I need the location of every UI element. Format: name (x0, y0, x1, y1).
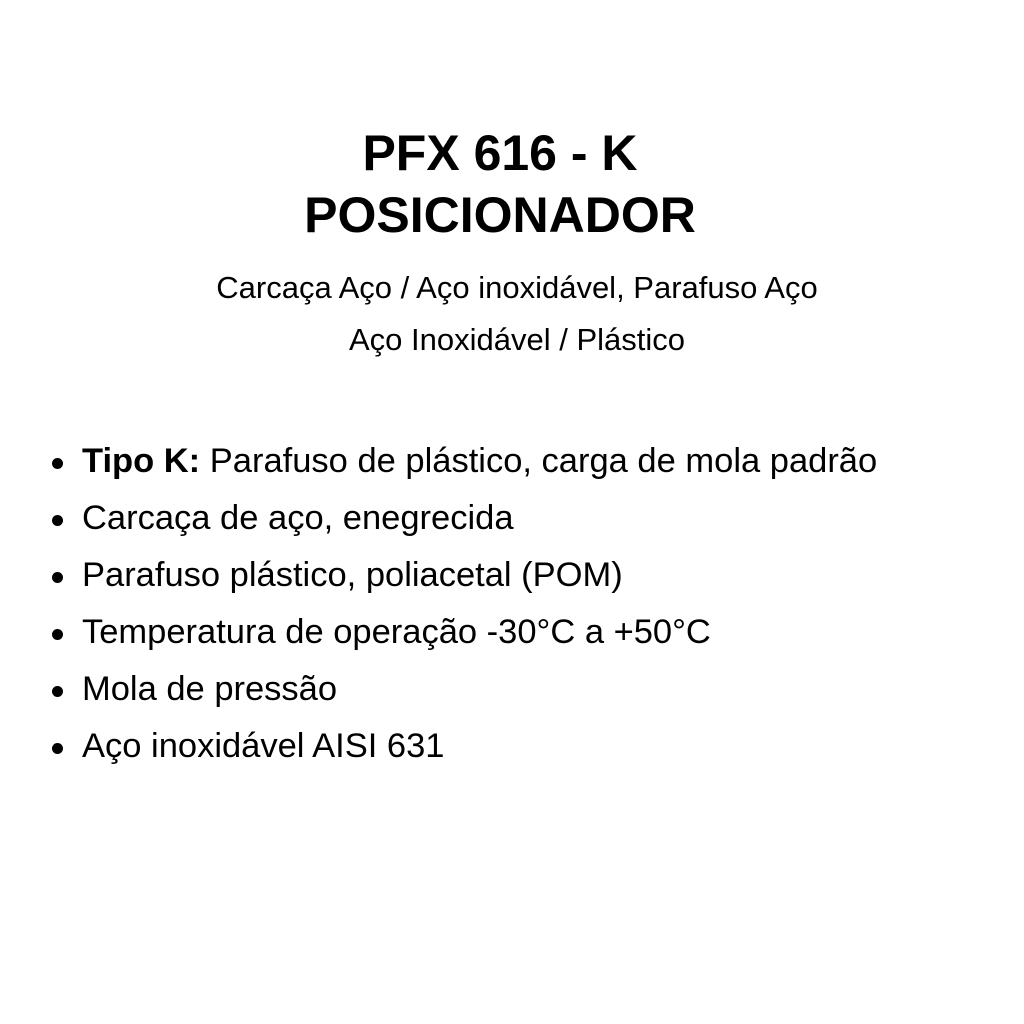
feature-text: Temperatura de operação -30°C a +50°C (82, 613, 711, 651)
feature-text: Mola de pressão (82, 670, 338, 708)
subtitle-line-1: Carcaça Aço / Aço inoxidável, Parafuso Aço (216, 270, 818, 305)
feature-item-temperature (52, 604, 877, 661)
feature-list (52, 433, 877, 775)
feature-item-screw (52, 547, 877, 604)
feature-text: Aço inoxidável AISI 631 (82, 727, 445, 765)
bullet-icon (52, 515, 63, 526)
product-title (0, 122, 1000, 246)
feature-item-steel (52, 718, 877, 775)
product-type-title: POSICIONADOR (304, 187, 696, 243)
feature-text: Parafuso de plástico, carga de mola padrão (200, 442, 878, 480)
bullet-icon (52, 458, 63, 469)
bullet-icon (52, 629, 63, 640)
feature-text: Carcaça de aço, enegrecida (82, 499, 514, 537)
subtitle-line-2: Aço Inoxidável / Plástico (348, 322, 685, 357)
feature-item-housing (52, 490, 877, 547)
material-subtitle (0, 262, 1024, 366)
feature-item-type-k (52, 433, 877, 490)
feature-item-spring (52, 661, 877, 718)
feature-prefix: Tipo K: (82, 442, 201, 480)
bullet-icon (52, 743, 63, 754)
bullet-icon (52, 572, 63, 583)
bullet-icon (52, 686, 63, 697)
product-code-title: PFX 616 - K (362, 125, 638, 181)
feature-text: Parafuso plástico, poliacetal (POM) (82, 556, 623, 594)
